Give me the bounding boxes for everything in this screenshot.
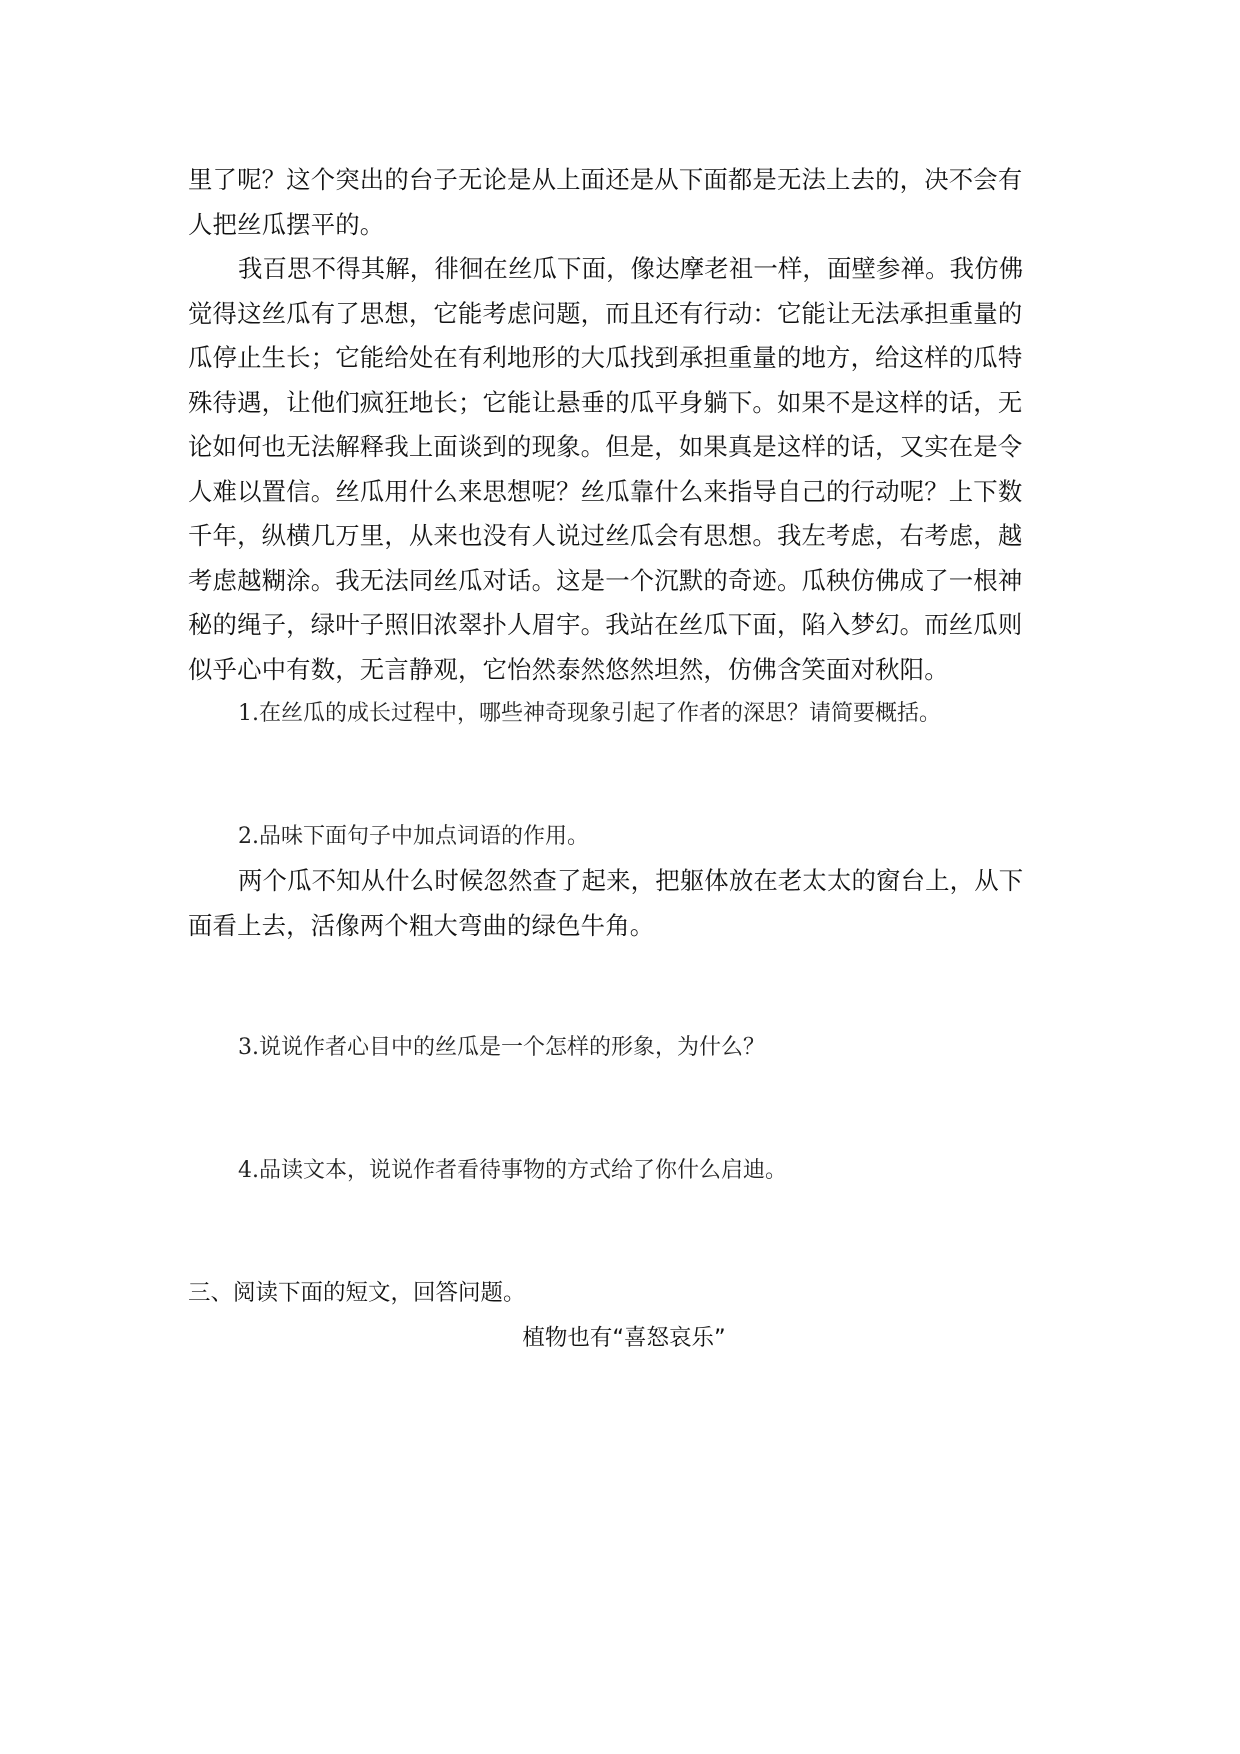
passage-title: 植物也有“喜怒哀乐”	[522, 1324, 726, 1351]
passage-line: 里了呢？这个突出的台子无论是从上面还是从下面都是无法上去的，决不会有	[188, 165, 1023, 194]
section-heading: 三、阅读下面的短文，回答问题。	[188, 1280, 526, 1306]
answer-space-2	[188, 948, 1060, 1026]
passage-line: 千年，纵横几万里，从来也没有人说过丝瓜会有思想。我左考虑，右考虑，越	[188, 521, 1023, 550]
passage-line: 人把丝瓜摆平的。	[188, 209, 385, 239]
document-page	[188, 158, 1060, 1360]
passage-line: 论如何也无法解释我上面谈到的现象。但是，如果真是这样的话，又实在是令	[188, 432, 1023, 461]
question-2: 2.品味下面句子中加点词语的作用。	[238, 823, 589, 849]
answer-space-3	[188, 1071, 1060, 1149]
passage-line: 觉得这丝瓜有了思想，它能考虑问题，而且还有行动：它能让无法承担重量的	[188, 298, 1023, 328]
answer-space-1	[188, 737, 1060, 815]
question-4: 4.品读文本，说说作者看待事物的方式给了你什么启迪。	[238, 1157, 787, 1183]
passage-line: 我百思不得其解，徘徊在丝瓜下面，像达摩老祖一样，面壁参禅。我仿佛	[238, 254, 1024, 283]
passage-line: 瓜停止生长；它能给处在有利地形的大瓜找到承担重量的地方，给这样的瓜特	[188, 343, 1023, 372]
passage-line: 秘的绳子，绿叶子照旧浓翠扑人眉宇。我站在丝瓜下面，陷入梦幻。而丝瓜则	[188, 610, 1023, 639]
passage-line: 人难以置信。丝瓜用什么来思想呢？丝瓜靠什么来指导自己的行动呢？上下数	[188, 476, 1023, 506]
answer-space-4	[188, 1193, 1060, 1271]
passage-line: 考虑越糊涂。我无法同丝瓜对话。这是一个沉默的奇迹。瓜秧仿佛成了一根神	[188, 565, 1023, 595]
question-2-quote: 面看上去，活像两个粗大弯曲的绿色牛角。	[188, 910, 655, 940]
question-3: 3.说说作者心目中的丝瓜是一个怎样的形象，为什么？	[238, 1035, 765, 1060]
passage-line: 似乎心中有数，无言静观，它怡然泰然悠然坦然，仿佛含笑面对秋阳。	[188, 654, 949, 684]
question-2-quote: 两个瓜不知从什么时候忽然查了起来，把躯体放在老太太的窗台上，从下	[238, 866, 1024, 895]
passage-line: 殊待遇，让他们疯狂地长；它能让悬垂的瓜平身躺下。如果不是这样的话，无	[188, 387, 1023, 417]
question-1: 1.在丝瓜的成长过程中，哪些神奇现象引起了作者的深思？请简要概括。	[238, 701, 941, 726]
